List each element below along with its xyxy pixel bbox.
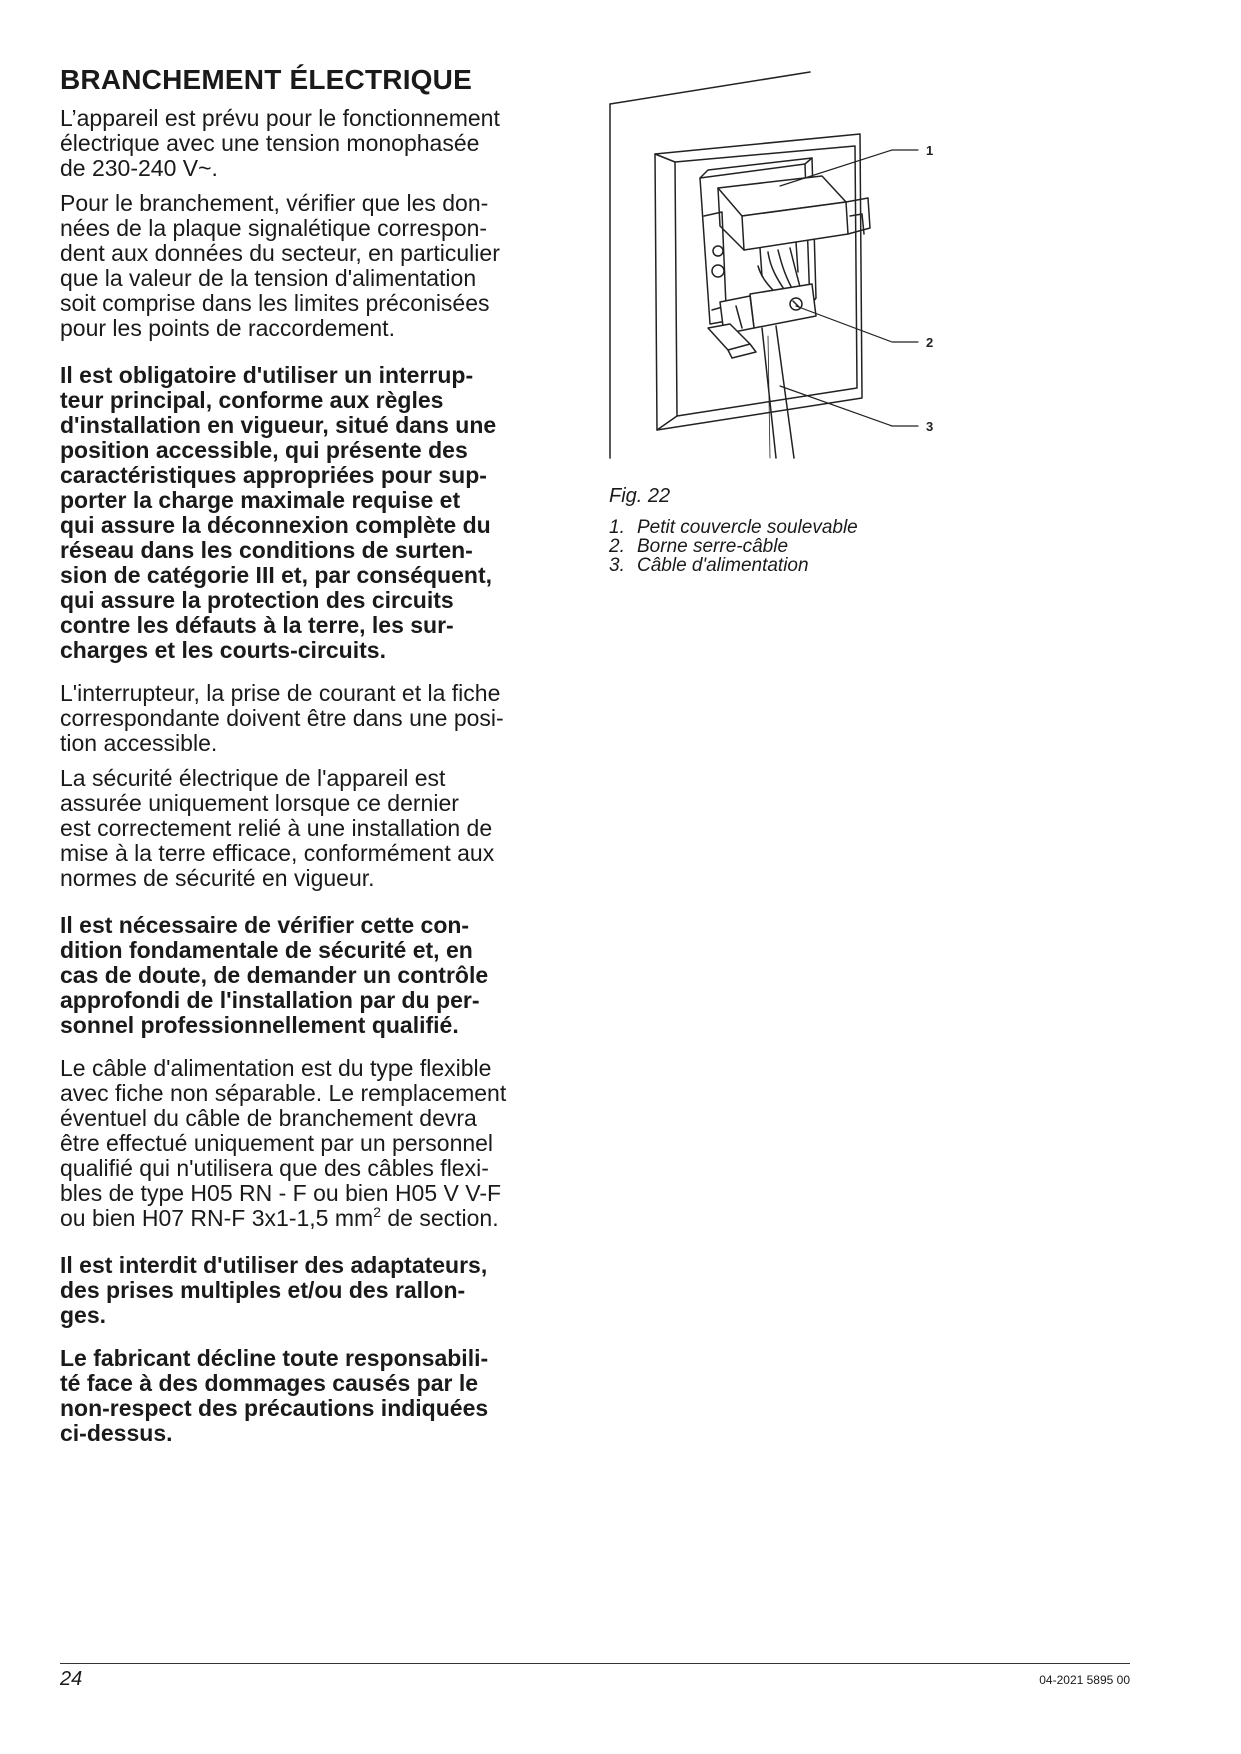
text-line: d'installation en vigueur, situé dans une (60, 412, 497, 438)
legend-item (609, 556, 989, 575)
text-line: Il est obligatoire d'utiliser un interrup- (60, 362, 474, 388)
text-line: tion accessible. (60, 730, 218, 756)
text-line: non-respect des précautions indiquées (60, 1395, 489, 1421)
legend-text: Petit couvercle soulevable (637, 517, 858, 538)
legend-number: 3. (609, 555, 625, 576)
callout-label-1: 1 (926, 143, 934, 158)
section-title: BRANCHEMENT ÉLECTRIQUE (60, 64, 472, 95)
paragraph-rating-plate (60, 191, 580, 341)
text-line: L’appareil est prévu pour le fonctionnement (60, 105, 500, 131)
text-line: pour les points de raccordement. (60, 315, 395, 341)
warning-main-switch (60, 363, 580, 663)
legend-text: Borne serre-câble (637, 536, 789, 557)
text-line: approfondi de l'installation par du per- (60, 987, 480, 1013)
text-line: contre les défauts à la terre, les sur- (60, 612, 454, 638)
text-line: Le câble d'alimentation est du type flexible (60, 1055, 492, 1081)
paragraph-voltage (60, 106, 580, 181)
text-line: assurée uniquement lorsque ce dernier (60, 790, 459, 816)
text-line: té face à des dommages causés par le (60, 1370, 479, 1396)
text-line: nées de la plaque signalétique correspon- (60, 215, 488, 241)
text-line: de 230-240 V~. (60, 155, 218, 181)
text-line: Pour le branchement, vérifier que les don- (60, 190, 489, 216)
callout-label-2: 2 (926, 335, 934, 350)
text-line: ci-dessus. (60, 1420, 173, 1446)
paragraph-accessibility (60, 681, 580, 756)
text-fragment: de section. (380, 1205, 499, 1231)
figure-caption (609, 485, 989, 575)
text-line: teur principal, conforme aux règles (60, 387, 444, 413)
text-line: ges. (60, 1302, 107, 1328)
figure-legend (609, 518, 989, 575)
warning-liability (60, 1346, 580, 1446)
text-line: L'interrupteur, la prise de courant et la fiche (60, 680, 501, 706)
text-line: soit comprise dans les limites préconisées (60, 290, 490, 316)
text-line: dent aux données du secteur, en particulier (60, 240, 500, 266)
legend-item (609, 537, 989, 556)
text-line: cas de doute, de demander un contrôle (60, 962, 489, 988)
text-line: Il est nécessaire de vérifier cette con- (60, 912, 470, 938)
text-line: porter la charge maximale requise et (60, 487, 461, 513)
text-line: que la valeur de la tension d'alimentation (60, 265, 477, 291)
wiring-illustration (600, 66, 960, 466)
text-line: bles de type H05 RN - F ou bien H05 V V-F (60, 1180, 502, 1206)
text-line: qui assure la protection des circuits (60, 587, 454, 613)
legend-number: 2. (609, 536, 625, 557)
text-line: sion de catégorie III et, par conséquent, (60, 562, 492, 588)
main-text-column (60, 64, 580, 1464)
superscript: 2 (373, 1204, 381, 1220)
text-line: des prises multiples et/ou des rallon- (60, 1277, 466, 1303)
text-line: position accessible, qui présente des (60, 437, 468, 463)
text-fragment: ou bien H07 RN-F 3x1-1,5 mm (60, 1205, 374, 1231)
warning-adapters (60, 1253, 580, 1328)
text-line (60, 1206, 580, 1231)
wall-recess (655, 134, 862, 430)
text-line: Il est interdit d'utiliser des adaptateurs, (60, 1252, 488, 1278)
footer-divider (60, 1663, 1130, 1664)
text-line: mise à la terre efficace, conformément aux (60, 840, 495, 866)
text-line: être effectué uniquement par un personnel (60, 1130, 494, 1156)
text-line: Le fabricant décline toute responsabili- (60, 1345, 489, 1371)
page-number: 24 (60, 1668, 83, 1690)
text-line: éventuel du câble de branchement devra (60, 1105, 477, 1131)
power-cable (762, 326, 794, 458)
document-code: 04-2021 5895 00 (1039, 1673, 1130, 1687)
text-line: qui assure la déconnexion complète du (60, 512, 491, 538)
text-line: est correctement relié à une installation de (60, 815, 493, 841)
text-line: La sécurité électrique de l'appareil est (60, 765, 446, 791)
text-line: sonnel professionnellement qualifié. (60, 1012, 459, 1038)
legend-number: 1. (609, 517, 625, 538)
paragraph-power-cable (60, 1056, 580, 1231)
paragraph-earthing (60, 766, 580, 891)
text-line: dition fondamentale de sécurité et, en (60, 937, 473, 963)
cable-clamp (708, 284, 816, 358)
legend-item (609, 518, 989, 537)
callout-label-3: 3 (926, 419, 934, 434)
text-line: avec fiche non séparable. Le remplacement (60, 1080, 507, 1106)
text-line: caractéristiques appropriées pour sup- (60, 462, 487, 488)
warning-safety-check (60, 913, 580, 1038)
figure-title: Fig. 22 (609, 485, 671, 507)
legend-text: Câble d'alimentation (637, 555, 809, 576)
text-line: réseau dans les conditions de surten- (60, 537, 473, 563)
text-line: correspondante doivent être dans une posi- (60, 705, 504, 731)
text-line: normes de sécurité en vigueur. (60, 865, 375, 891)
text-line: charges et les courts-circuits. (60, 637, 386, 663)
text-line: électrique avec une tension monophasée (60, 130, 480, 156)
text-line: qualifié qui n'utilisera que des câbles flexi- (60, 1155, 489, 1181)
